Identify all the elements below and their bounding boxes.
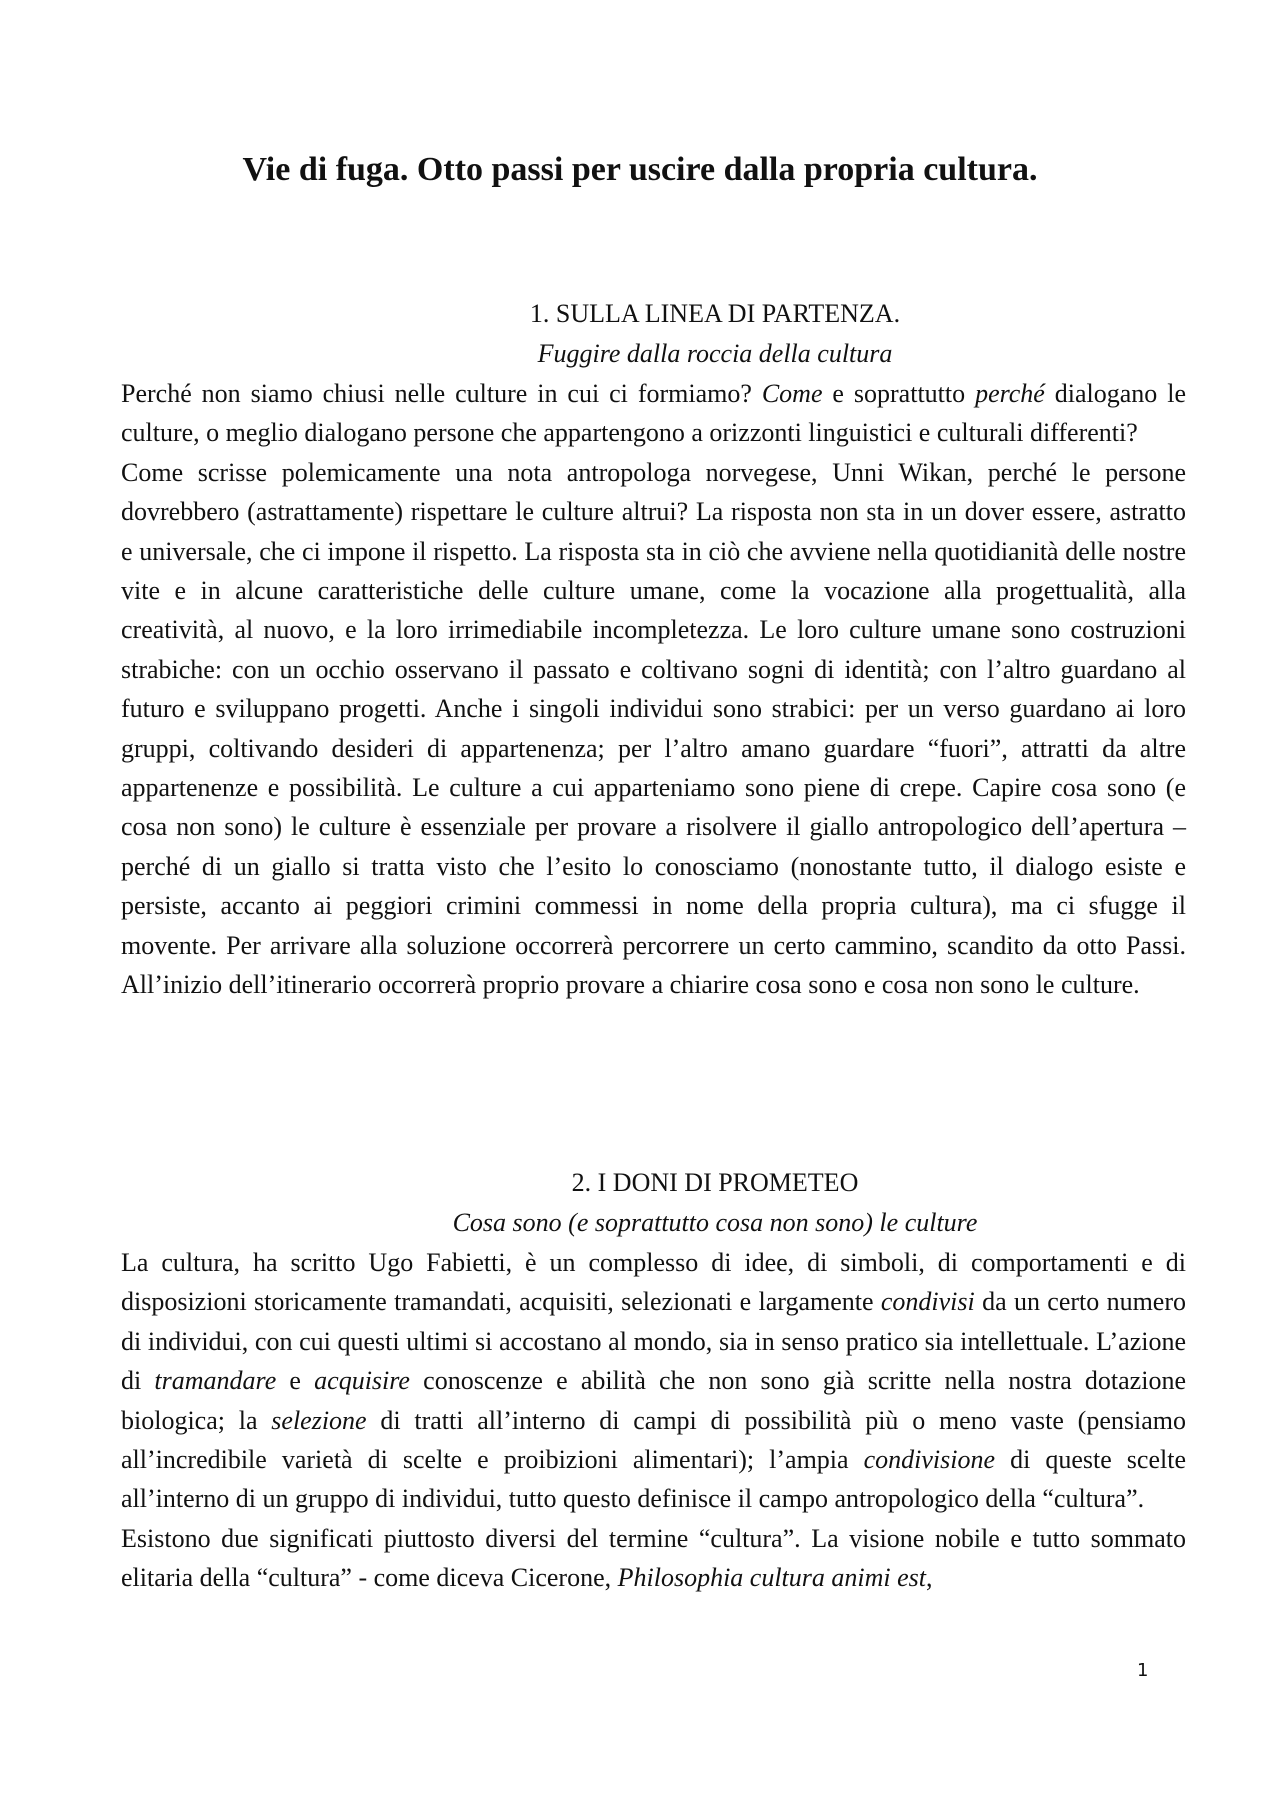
- text-run-italic: acquisire: [314, 1366, 410, 1396]
- text-run: di queste scelte all’interno di un gruppo di individui, tutto questo definisce il campo antropologico della “cultura”.: [121, 1445, 1186, 1514]
- document-title: Vie di fuga. Otto passi per uscire dalla propria cultura.: [242, 151, 1038, 188]
- section-1-subtitle: Fuggire dalla roccia della cultura: [537, 339, 893, 368]
- text-run: Perché non siamo chiusi nelle culture in cui ci formiamo?: [121, 379, 762, 408]
- text-run-italic: tramandare: [154, 1366, 277, 1396]
- section-2-heading: 2. I DONI DI PROMETEO: [571, 1168, 859, 1197]
- section-2-subtitle: Cosa sono (e soprattutto cosa non sono) le culture: [452, 1208, 978, 1237]
- text-run-italic: condivisi: [880, 1287, 975, 1317]
- text-run: La cultura, ha scritto Ugo Fabietti, è un complesso di idee, di simboli, di comportamenti e di disposizioni storicamente tramandati, acquisiti, selezionati e largamente: [121, 1248, 1186, 1317]
- text-run: ,: [926, 1563, 933, 1593]
- section-2-body: [121, 1243, 1186, 1598]
- section-1-paragraph-2: Come scrisse polemicamente una nota antropologa norvegese, Unni Wikan, perché le persone dovrebbero (astrattamente) rispettare le culture altrui? La risposta non sta in un dover essere, astratto e universale, che ci impone il rispetto. La risposta sta in ciò che avviene nella quotidianità delle nostre vite e in alcune caratteristiche delle culture umane, come la vocazione alla progettualità, alla creatività, al nuovo, e la loro irrimediabile incompletezza. Le loro culture umane sono costruzioni strabiche: con un occhio osservano il passato e coltivano sogni di identità; con l’altro guardano al futuro e sviluppano progetti. Anche i singoli individui sono strabici: per un verso guardano ai loro gruppi, coltivando desideri di appartenenza; per l’altro amano guardare “fuori”, attratti da altre appartenenze e possibilità. Le culture a cui apparteniamo sono piene di crepe. Capire cosa sono (e cosa non sono) le culture è essenziale per provare a risolvere il giallo antropologico dell’apertura – perché di un giallo si tratta visto che l’esito lo conosciamo (nonostante tutto, il dialogo esiste e persiste, accanto ai peggiori crimini commessi in nome della propria cultura), ma ci sfugge il movente. Per arrivare alla soluzione occorrerà percorrere un certo cammino, scandito da otto Passi. All’inizio dell’itinerario occorrerà proprio provare a chiarire cosa sono e cosa non sono le culture.: [121, 457, 1186, 1000]
- page-number: 1: [1137, 1660, 1149, 1681]
- section-1-heading: 1. SULLA LINEA DI PARTENZA.: [529, 299, 901, 328]
- text-run: e: [276, 1366, 315, 1396]
- text-run-italic: perché: [975, 379, 1045, 408]
- text-run-italic: Come: [761, 379, 823, 408]
- text-run: Esistono due significati piuttosto diversi del termine “cultura”. La visione nobile e tutto sommato elitaria della “cultura” - come diceva Cicerone,: [121, 1523, 1186, 1593]
- section-2-paragraph-1: [121, 1243, 1186, 1519]
- text-run: e soprattutto: [822, 379, 976, 408]
- text-run: da un certo numero di individui, con cui questi ultimi si accostano al mondo, sia in senso pratico sia intellettuale. L’azione di: [121, 1287, 1186, 1396]
- text-run-italic: selezione: [271, 1405, 367, 1435]
- text-run: conoscenze e abilità che non sono già scritte nella nostra dotazione biologica; la: [121, 1366, 1186, 1435]
- text-run: dialogano le culture, o meglio dialogano persone che appartengono a orizzonti linguistici e culturali differenti?: [121, 379, 1187, 448]
- section-1-body: [121, 374, 1186, 1005]
- text-run-italic: condivisione: [863, 1445, 996, 1475]
- section-1-paragraph-1: [121, 374, 1186, 453]
- section-2-paragraph-2: [121, 1519, 1186, 1598]
- text-run-italic: Philosophia cultura animi est: [617, 1563, 927, 1593]
- text-run: di tratti all’interno di campi di possibilità più o meno vaste (pensiamo all’incredibile varietà di scelte e proibizioni alimentari); l’ampia: [121, 1405, 1186, 1475]
